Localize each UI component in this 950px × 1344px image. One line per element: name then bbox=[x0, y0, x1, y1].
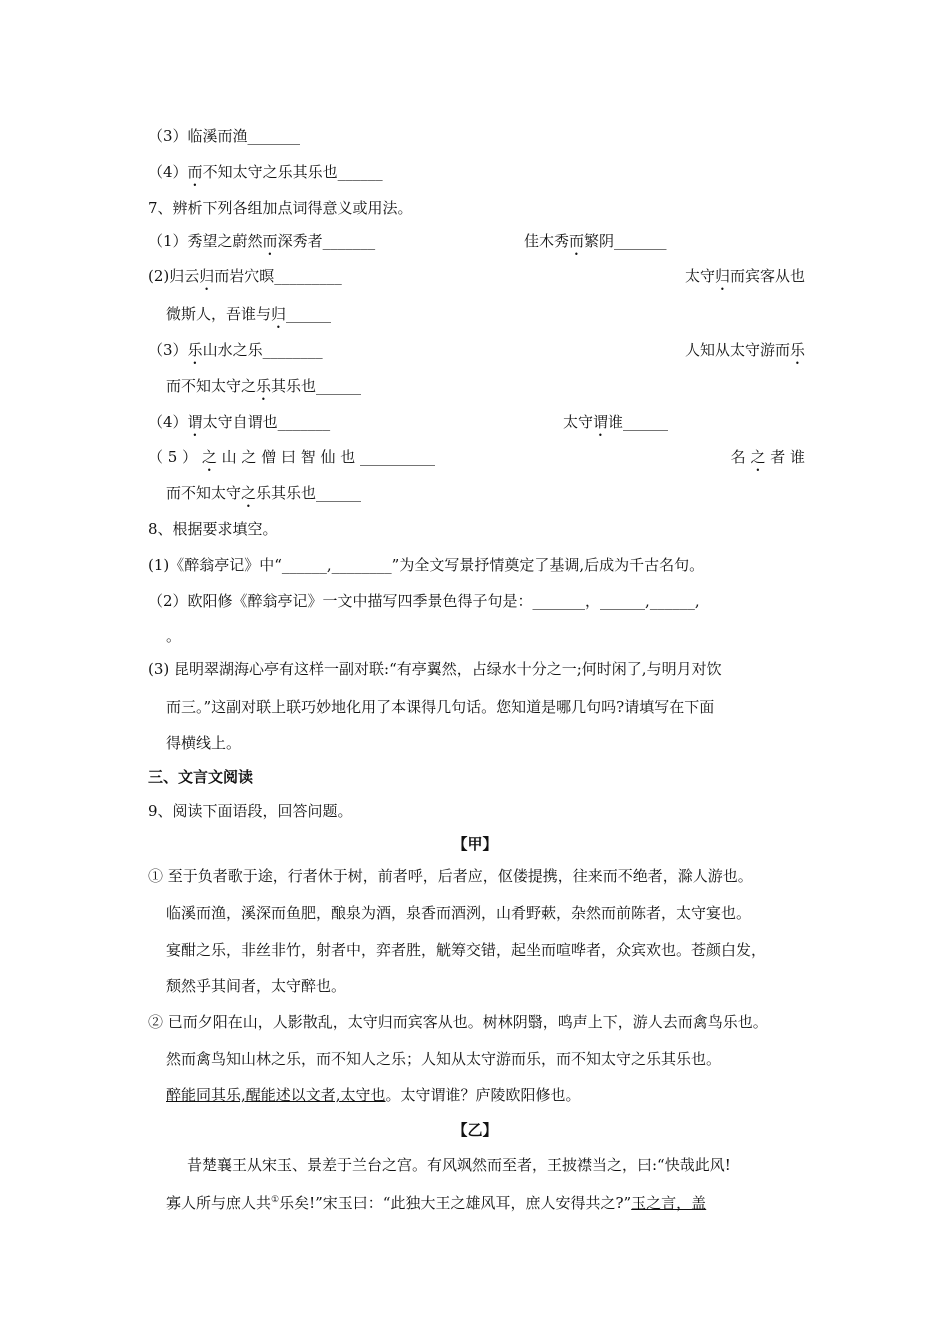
q7-5b: 名 之 者 谁 bbox=[730, 448, 805, 466]
q7-4a: （4）谓太守自谓也_______ bbox=[148, 413, 331, 431]
q8-title: 8、根据要求填空。 bbox=[148, 520, 278, 538]
passage-yi-line2: 寡人所与庶人共①乐矣!”宋玉曰：“此独大王之雄风耳，庶人安得共之?”玉之言，盖 bbox=[166, 1194, 707, 1212]
q8-item-3-cont2: 得横线上。 bbox=[166, 734, 242, 752]
q6-item-4: （4）而不知太守之乐其乐也______ bbox=[148, 163, 383, 181]
q7-1b: 佳木秀而繁阴_______ bbox=[524, 232, 667, 250]
q6-item-3: （3）临溪而渔_______ bbox=[148, 127, 301, 145]
q7-4b: 太守谓谁______ bbox=[563, 413, 669, 431]
q8-item-3: (3) 昆明翠湖海心亭有这样一副对联:“有亭翼然，占绿水十分之一;何时闲了,与明月对饮 bbox=[148, 660, 722, 678]
footnote-marker: ① bbox=[271, 1195, 280, 1205]
section-3-heading: 三、文言文阅读 bbox=[148, 768, 254, 786]
q7-5c: 而不知太守之乐其乐也______ bbox=[166, 484, 362, 502]
q7-2a: (2)归云归而岩穴暝_________ bbox=[148, 267, 342, 285]
q7-2c: 微斯人，吾谁与归______ bbox=[166, 305, 332, 323]
q7-3b: 人知从太守游而乐 bbox=[684, 341, 805, 359]
q8-item-2: （2）欧阳修《醉翁亭记》一文中描写四季景色得子句是：_______，______,______, bbox=[148, 592, 700, 610]
passage-yi-heading: 【乙】 bbox=[452, 1121, 498, 1139]
passage-jia-p1-line4: 颓然乎其间者，太守醉也。 bbox=[166, 977, 347, 995]
passage-jia-p1-line2: 临溪而渔，溪深而鱼肥，酿泉为酒，泉香而酒洌，山肴野蔌，杂然而前陈者，太守宴也。 bbox=[166, 904, 752, 922]
passage-jia-p1-line3: 宴酣之乐，非丝非竹，射者中，弈者胜，觥筹交错，起坐而喧哗者，众宾欢也。苍颜白发， bbox=[166, 941, 767, 959]
q7-title: 7、辨析下列各组加点词得意义或用法。 bbox=[148, 199, 413, 217]
underlined-sentence: 醉能同其乐,醒能述以文者,太守也 bbox=[166, 1086, 386, 1104]
passage-jia-p1-line1: ① 至于负者歌于途，行者休于树，前者呼，后者应，伛偻提携，往来而不绝者，滁人游也。 bbox=[148, 867, 753, 885]
q8-item-2-cont: 。 bbox=[166, 627, 182, 645]
q7-2b: 太守归而宾客从也 bbox=[684, 267, 805, 285]
underlined-phrase: 玉之言，盖 bbox=[631, 1194, 707, 1212]
q8-item-1: (1)《醉翁亭记》中“______,________”为全文写景抒情奠定了基调,后成为千古名句。 bbox=[148, 556, 705, 574]
q7-1a: （1）秀望之蔚然而深秀者_______ bbox=[148, 232, 376, 250]
passage-yi-line1: 昔楚襄王从宋玉、景差于兰台之宫。有风飒然而至者，王披襟当之，曰:“快哉此风! bbox=[187, 1156, 731, 1174]
q7-5a: （ 5 ） 之 山 之 僧 曰 智 仙 也 __________ bbox=[148, 448, 436, 466]
q7-3a: （3）乐山水之乐________ bbox=[148, 341, 323, 359]
passage-jia-p2-line3: 醉能同其乐,醒能述以文者,太守也。太守谓谁？庐陵欧阳修也。 bbox=[166, 1086, 581, 1104]
q9-title: 9、阅读下面语段，回答问题。 bbox=[148, 802, 353, 820]
passage-jia-p2-line2: 然而禽鸟知山林之乐，而不知人之乐；人知从太守游而乐，而不知太守之乐其乐也。 bbox=[166, 1050, 722, 1068]
passage-jia-p2-line1: ② 已而夕阳在山，人影散乱，太守归而宾客从也。树林阴翳，鸣声上下，游人去而禽鸟乐也。 bbox=[148, 1013, 768, 1031]
q7-3c: 而不知太守之乐其乐也______ bbox=[166, 377, 362, 395]
q8-item-3-cont1: 而三。”这副对联上联巧妙地化用了本课得几句话。您知道是哪几句吗?请填写在下面 bbox=[166, 698, 715, 716]
passage-jia-heading: 【甲】 bbox=[452, 835, 498, 853]
